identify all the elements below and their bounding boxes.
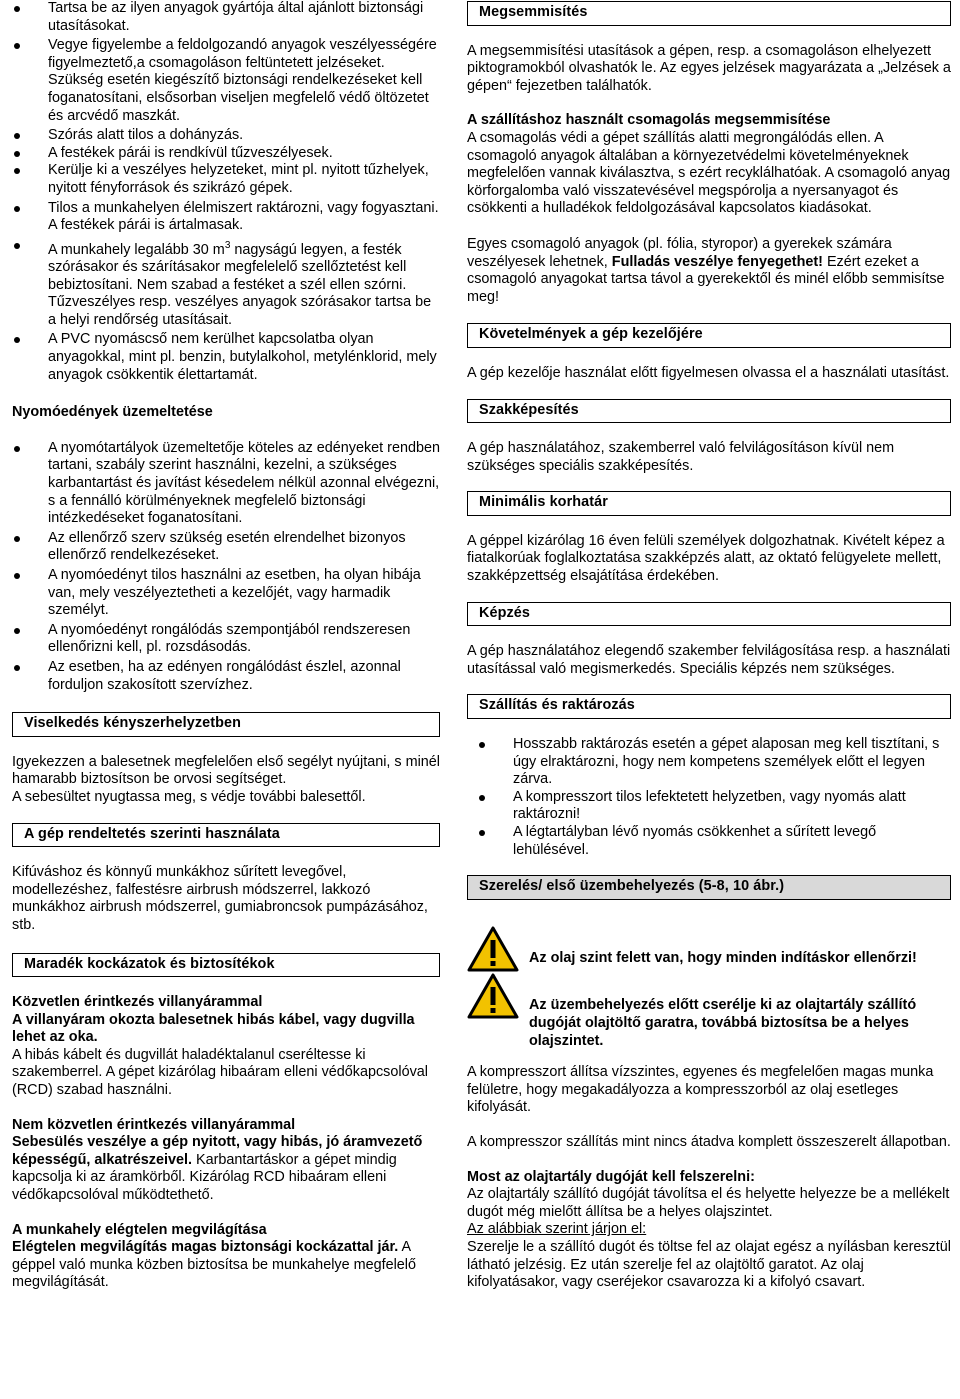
paragraph: A csomagolás védi a gépet szállítás alatti megrongálódás ellen. A csomagoló anyagok általában a környezetvédelmi követelményeknek megfelelően vannak kiválasztva, s ezért recyklálhatóak. A csomagoló anyag körforgalomba való visszatevésével megspórolja a nyersanyagot és csökkenti a hulladékok feldolgozásával kapcsolatos kiadásokat. (467, 129, 951, 217)
subheading: Nem közvetlen érintkezés villanyárammal (12, 1116, 296, 1133)
text: nagyságú legyen, a festék szórásakor és szárításakor megfelelelő szellőztetést kell bebiztosítani. Nem szabad a festéket a szél ellen szórni. Tűzveszélyes resp. veszélyes anyagok szórásakor tartsa be a helyi rendőrség utasításait. (48, 241, 432, 328)
section-heading: A gép rendeltetés szerinti használata (12, 823, 440, 848)
paragraph (12, 1239, 440, 1292)
paragraph: Igyekezzen a balesetnek megfelelően első segélyt nyújtani, s minél hamarabb biztosítson be orvosi segítséget. (12, 753, 440, 788)
text: A géppel való munka közben biztosítsa be munkahelye megfelelő megvilágítását. (12, 1239, 416, 1291)
superscript: 3 (224, 239, 231, 251)
list-item: A nyomóedényt tilos használni az esetben, ha olyan hibája van, mely veszélyeztetheti a kezelőjét, vagy harmadik személyt. (12, 567, 440, 620)
paragraph: A villanyáram okozta balesetnek hibás kábel, vagy dugvilla lehet az oka. (12, 1011, 415, 1046)
list-item: A festékek párái is rendkívül tűzveszélyesek. (12, 145, 440, 163)
paragraph: A kompresszort állítsa vízszintes, egyenes és megfelelően magas munka felületre, hogy megakadályozza a kompresszorból az olaj esetleges kifolyását. (467, 1064, 934, 1116)
subheading: A szállításhoz használt csomagolás megsemmisítése (467, 112, 831, 129)
subheading: Közvetlen érintkezés villanyárammal (12, 994, 263, 1011)
section-heading: Viselkedés kényszerhelyzetben (12, 712, 440, 737)
paragraph (467, 236, 951, 306)
right-column (467, 0, 951, 1292)
section-heading: Szerelés/ első üzembehelyezés (5-8, 10 ábr.) (467, 875, 951, 900)
paragraph: A gép használatához elegendő szakember felvilágosítása resp. a használati utasítással való megismerkedés. Speciális képzés nem szükséges. (467, 643, 951, 677)
pressure-bullet-list (12, 440, 440, 694)
paragraph (12, 1134, 440, 1204)
text: Sebesülés veszélye a gép nyitott, vagy hibás, jó áramvezető képességű, alkatrészeivel. (12, 1134, 423, 1168)
paragraph: A gép használatához, szakemberrel való felvilágosításon kívül nem szükséges speciális szakképesítés. (467, 440, 895, 474)
subheading: Most az olajtartály dugóját kell felszerelni: (467, 1168, 755, 1185)
list-item: Vegye figyelembe a feldolgozandó anyagok veszélyességére figyelmeztető,a csomagoláson feltüntetett jelzéseket. Szükség esetén kiegészítő biztonsági rendelkezéseket kell foganatosítani, elsősorban viseljen megfelelő védő öltözetet és arcvédő maszkát. (12, 37, 440, 125)
list-item: A nyomóedényt rongálódás szempontjából rendszeresen ellenőrizni kell, pl. rozsdásodás. (12, 622, 440, 657)
paragraph: A megsemmisítési utasítások a gépen, resp. a csomagoláson elhelyezett piktogramokból olvashatók le. Az egyes jelzések magyarázata a „Jelzések a gépen“ fejezetben találhatók. (467, 42, 951, 94)
list-item: A nyomótartályok üzemeltetője köteles az edényeket rendben tartani, szabály szerint használni, kezelni, a szükséges karbantartást és javítást késedelem nélkül azonnal elvégezni, s a fennálló körülményeknek megfelelő biztonsági intézkedéseket foganatosítani. (12, 440, 440, 528)
list-item: Az esetben, ha az edényen rongálódást észlel, azonnal forduljon szakosított szervízhez. (12, 659, 440, 694)
paragraph: A géppel kizárólag 16 éven felüli személyek dolgozhatnak. Kivételt képez a fiatalkorúak foglalkoztatása szakképzés alatt, az oktató felügyelete mellett, szakképzettség elsajátítása érdekében. (467, 532, 945, 585)
list-item: Az ellenőrző szerv szükség esetén elrendelhet bizonyos ellenőrző rendelkezéseket. (12, 530, 440, 565)
section-heading: Képzés (467, 602, 951, 627)
text: A munkahely legalább 30 m (48, 241, 225, 258)
paragraph: Az olajtartály szállító dugóját távolítsa el és helyette helyezze be a mellékelt dugót még mielőtt állítsa be a helyes olajszintet. (467, 1186, 950, 1220)
list-item: A kompresszort tilos lefektetett helyzetben, vagy nyomás alatt raktározni! (467, 789, 951, 824)
paragraph: Kifúváshoz és könnyű munkákhoz sűrített levegővel, modellezéshez, falfestésre airbrush módszerrel, lakkozó munkákhoz airbrush módszerrel, gumiabroncsok pumpázásához, stb. (12, 864, 428, 933)
section-heading: Szakképesítés (467, 399, 951, 424)
warning-text: Az olaj szint felett van, hogy minden indításkor ellenőrzi! (529, 949, 917, 966)
paragraph: A gép kezelője használat előtt figyelmesen olvassa el a használati utasítást. (467, 364, 950, 381)
list-item: Szórás alatt tilos a dohányzás. (12, 127, 440, 145)
list-item: Tilos a munkahelyen élelmiszert raktározni, vagy fogyasztani. A festékek párái is ártalmasak. (12, 200, 440, 235)
section-heading: Nyomóedények üzemeltetése (12, 404, 213, 421)
text: Karbantartáskor a gépet mindig kapcsolja ki az áramkörből. Kizárólag RCD hibaáram elleni védőkapcsolóval működtethető. (12, 1151, 397, 1204)
warning-text: Az üzembehelyezés előtt cserélje ki az olajtartály szállító dugóját olajtöltő garatra, továbbá biztosítsa be a helyes olajszintet. (529, 997, 917, 1049)
list-item: Kerülje ki a veszélyes helyzeteket, mint pl. nyitott tűzhelyek, nyitott fényforrások és szikrázó gépek. (12, 162, 440, 197)
list-item: Tartsa be az ilyen anyagok gyártója által ajánlott biztonsági utasításokat. (12, 0, 440, 35)
section-heading: Megsemmisítés (467, 1, 951, 26)
section-heading: Követelmények a gép kezelőjére (467, 323, 951, 348)
text: Ezért ezeket a csomagoló anyagokat tartsa távol a gyerekektől és minél előbb semmisítse meg! (467, 253, 945, 305)
section-heading: Minimális korhatár (467, 491, 951, 516)
list-item (12, 237, 440, 330)
paragraph: A sebesültet nyugtassa meg, s védje további balesettől. (12, 788, 366, 805)
list-item: A légtartályban lévő nyomás csökkenhet a sűrített levegő lehülésével. (467, 824, 951, 859)
list-item: Hosszabb raktározás esetén a gépet alaposan meg kell tisztítani, s úgy elraktározni, hogy nem kompetens személyek előtt el legyen zárva. (467, 736, 951, 789)
warning-triangle-icon (467, 926, 519, 972)
left-column (12, 0, 440, 1292)
warning-block (467, 973, 951, 1050)
text: Egyes csomagoló anyagok (pl. fólia, styropor) a gyerekek számára veszélyesek lehetnek, (467, 235, 892, 270)
subheading: A munkahely elégtelen megvilágítása (12, 1221, 267, 1238)
section-heading: Maradék kockázatok és biztosítékok (12, 953, 440, 978)
text: Fulladás veszélye fenyegethet! (611, 253, 823, 270)
text: Elégtelen megvilágítás magas biztonsági kockázattal jár. (12, 1239, 399, 1256)
list-item: A PVC nyomáscső nem kerülhet kapcsolatba olyan anyagokkal, mint pl. benzin, butylalkohol, metylénklorid, mely anyagok csökkentik élettartamát. (12, 331, 440, 384)
paragraph: Szerelje le a szállító dugót és töltse fel az olajat egész a nyílásban keresztül látható jelzésig. Ez után szerelje fel az olajtöltő garatot. Az olaj kifolyatásakor, vagy cseréjekor csavarozza ki a kifolyó csavart. (467, 1238, 951, 1291)
paragraph: A kompresszor szállítás mint nincs átadva komplett összeszerelt állapotban. (467, 1133, 951, 1150)
underlined-label: Az alábbiak szerint járjon el: (467, 1221, 647, 1238)
warning-triangle-icon (467, 973, 519, 1019)
paragraph: A hibás kábelt és dugvillát haladéktalanul cseréltesse ki szakemberrel. A gépet kizárólag hibaáram elleni védőkapcsolóval (RCD) szabad használni. (12, 1046, 428, 1099)
safety-bullet-list (12, 0, 440, 384)
transport-bullet-list (467, 736, 951, 859)
section-heading: Szállítás és raktározás (467, 694, 951, 719)
warning-block (467, 926, 951, 968)
